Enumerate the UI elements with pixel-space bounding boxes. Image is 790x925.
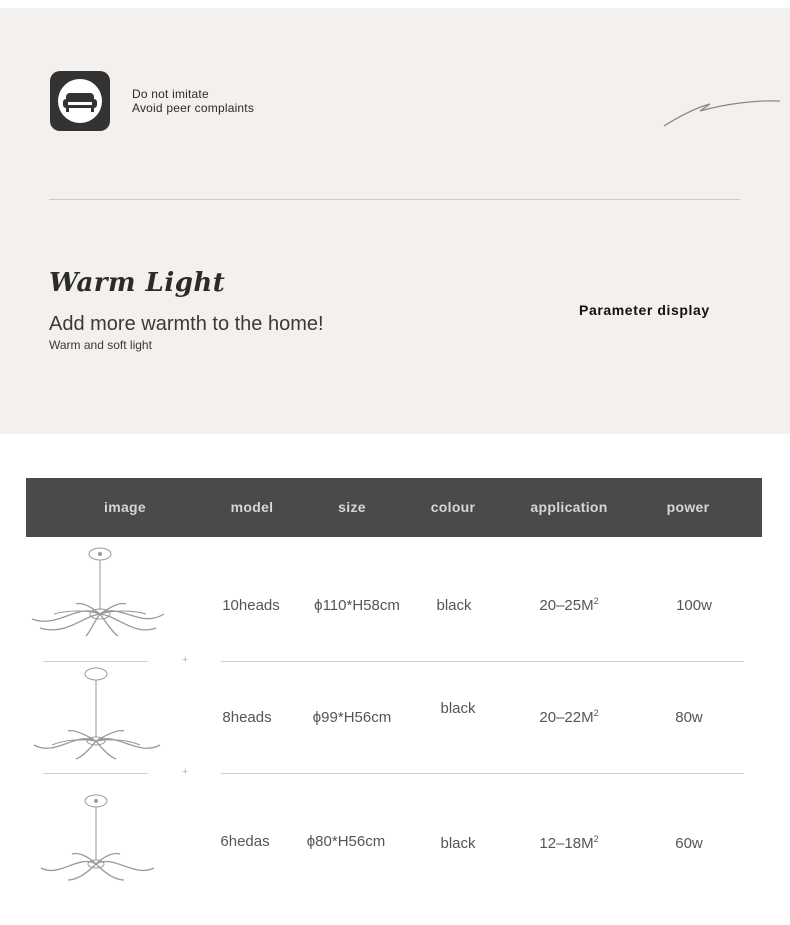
- notice-line-1: Do not imitate: [132, 87, 209, 101]
- chandelier-icon: [38, 792, 158, 887]
- row3-application: $12-18M^2$: [539, 834, 599, 852]
- row2-application: $20-22M^2$: [539, 708, 599, 726]
- divider-mark: +: [182, 654, 189, 666]
- brand-script-title: Warm Light: [49, 268, 226, 298]
- notice-line-2: Avoid peer complaints: [132, 101, 255, 115]
- hero-tagline: Add more warmth to the home!: [49, 313, 324, 335]
- chandelier-icon: [28, 544, 168, 644]
- row3-size: ϕ80*H56cm: [306, 833, 386, 850]
- row3-model: 6hedas: [220, 833, 270, 850]
- row3-colour: black: [440, 835, 476, 852]
- chandelier-icon: [30, 665, 165, 765]
- row-divider: [43, 773, 148, 774]
- row1-colour: black: [436, 597, 472, 614]
- swoosh-icon: [660, 96, 785, 131]
- divider-mark: +: [182, 766, 189, 778]
- hero-subtagline: Warm and soft light: [49, 338, 152, 352]
- row2-model: 8heads: [222, 709, 272, 726]
- header-power: power: [666, 499, 710, 515]
- row2-colour: black: [440, 700, 476, 717]
- row1-power: 100w: [676, 597, 712, 614]
- header-colour: colour: [430, 499, 476, 515]
- parameter-title: Parameter display: [579, 302, 710, 318]
- hero-divider: [49, 199, 740, 200]
- notice-text: [132, 87, 254, 115]
- row-divider: [43, 661, 148, 662]
- sofa-icon: [50, 71, 110, 131]
- brand-logo: [50, 71, 110, 131]
- header-image: image: [104, 499, 146, 515]
- table-header: [26, 478, 762, 537]
- row1-application: $20-25M^2$: [539, 596, 599, 614]
- row-divider: [221, 661, 744, 662]
- hero-band: [0, 8, 790, 434]
- row1-size: ϕ110*H58cm: [314, 597, 400, 614]
- row3-power: 60w: [675, 835, 703, 852]
- header-model: model: [230, 499, 274, 515]
- row1-model: 10heads: [222, 597, 280, 614]
- row-divider: [221, 773, 744, 774]
- header-application: application: [530, 499, 608, 515]
- row2-power: 80w: [675, 709, 703, 726]
- row2-size: ϕ99*H56cm: [312, 709, 392, 726]
- header-size: size: [338, 499, 366, 515]
